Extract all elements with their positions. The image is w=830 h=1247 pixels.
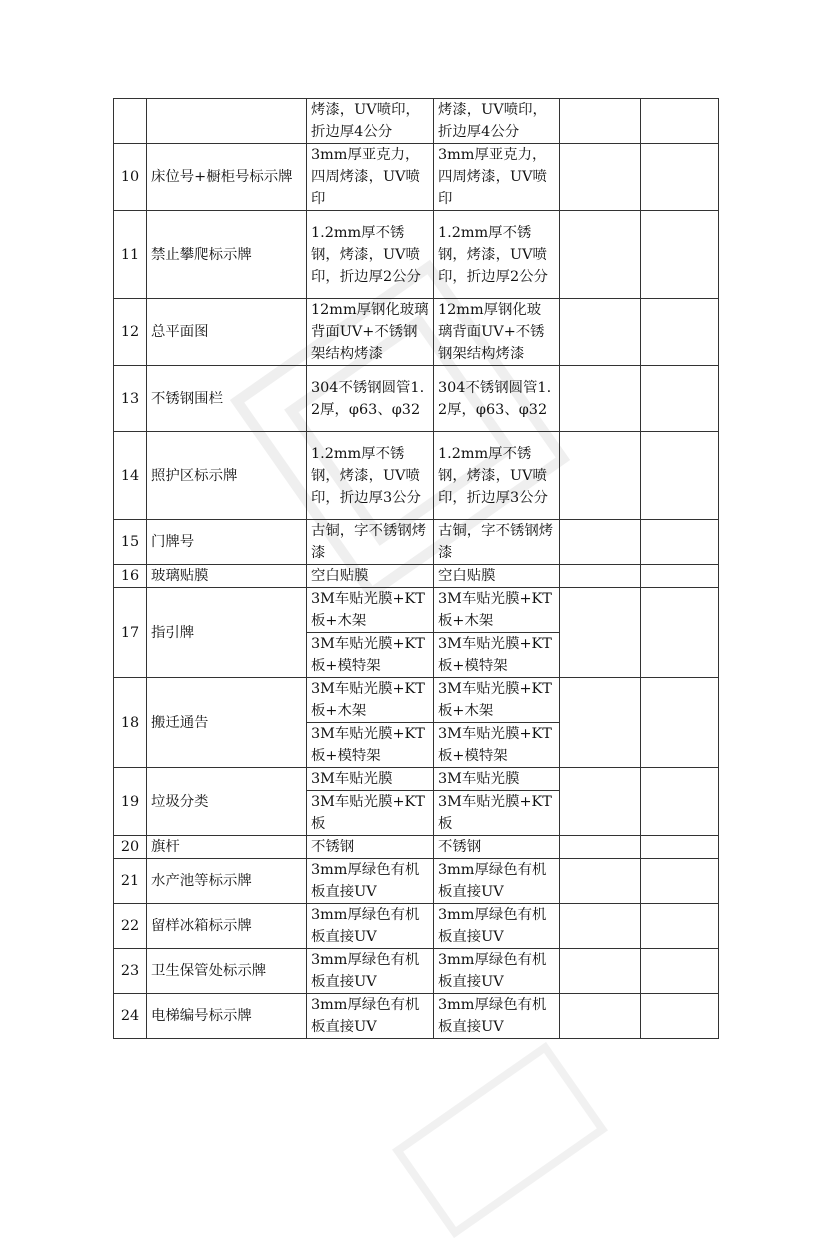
item-name: 总平面图 <box>147 299 307 366</box>
empty-cell <box>560 859 641 904</box>
table-row <box>114 99 719 144</box>
empty-cell <box>641 144 719 211</box>
row-number: 23 <box>114 949 147 994</box>
empty-cell <box>641 432 719 520</box>
table-row <box>114 904 719 949</box>
table-row <box>114 144 719 211</box>
row-number <box>114 99 147 144</box>
empty-cell <box>641 520 719 565</box>
empty-cell <box>560 678 641 768</box>
row-number: 24 <box>114 994 147 1039</box>
item-name: 门牌号 <box>147 520 307 565</box>
material-spec-repeat: 3M车贴光膜 <box>434 768 560 791</box>
item-name: 搬迁通告 <box>147 678 307 768</box>
material-spec: 3mm厚绿色有机板直接UV <box>307 859 434 904</box>
material-spec-repeat: 3M车贴光膜+KT板+木架 <box>434 588 560 633</box>
empty-cell <box>560 949 641 994</box>
table-row <box>114 520 719 565</box>
material-spec-repeat: 3mm厚亚克力，四周烤漆，UV喷印 <box>434 144 560 211</box>
item-name: 卫生保管处标示牌 <box>147 949 307 994</box>
empty-cell <box>560 144 641 211</box>
empty-cell <box>641 299 719 366</box>
material-spec: 1.2mm厚不锈钢，烤漆，UV喷印，折边厚3公分 <box>307 432 434 520</box>
material-spec-repeat: 3M车贴光膜+KT板+模特架 <box>434 723 560 768</box>
row-number: 14 <box>114 432 147 520</box>
row-number: 17 <box>114 588 147 678</box>
material-spec-repeat: 3mm厚绿色有机板直接UV <box>434 859 560 904</box>
item-name: 水产池等标示牌 <box>147 859 307 904</box>
material-spec: 304不锈钢圆管1.2厚，φ63、φ32 <box>307 366 434 432</box>
empty-cell <box>560 565 641 588</box>
material-spec: 烤漆，UV喷印，折边厚4公分 <box>307 99 434 144</box>
row-number: 12 <box>114 299 147 366</box>
material-spec-repeat: 3M车贴光膜+KT板 <box>434 791 560 836</box>
material-spec-repeat: 12mm厚钢化玻璃背面UV+不锈钢架结构烤漆 <box>434 299 560 366</box>
empty-cell <box>641 859 719 904</box>
empty-cell <box>560 588 641 678</box>
empty-cell <box>560 994 641 1039</box>
empty-cell <box>560 99 641 144</box>
row-number: 11 <box>114 211 147 299</box>
empty-cell <box>641 678 719 768</box>
table-row <box>114 859 719 904</box>
empty-cell <box>641 768 719 836</box>
material-spec: 3M车贴光膜+KT板+模特架 <box>307 633 434 678</box>
empty-cell <box>641 949 719 994</box>
material-spec: 3M车贴光膜+KT板+木架 <box>307 678 434 723</box>
empty-cell <box>560 432 641 520</box>
material-spec: 不锈钢 <box>307 836 434 859</box>
material-spec: 12mm厚钢化玻璃背面UV+不锈钢架结构烤漆 <box>307 299 434 366</box>
material-spec-repeat: 古铜，字不锈钢烤漆 <box>434 520 560 565</box>
material-spec: 3mm厚绿色有机板直接UV <box>307 994 434 1039</box>
empty-cell <box>641 836 719 859</box>
material-spec-repeat: 烤漆，UV喷印，折边厚4公分 <box>434 99 560 144</box>
item-name: 禁止攀爬标示牌 <box>147 211 307 299</box>
empty-cell <box>560 836 641 859</box>
empty-cell <box>641 211 719 299</box>
item-name <box>147 99 307 144</box>
spec-table <box>113 98 719 1039</box>
material-spec: 3M车贴光膜+KT板+木架 <box>307 588 434 633</box>
watermark-logo-bottom <box>384 1033 617 1246</box>
empty-cell <box>560 299 641 366</box>
table-row <box>114 211 719 299</box>
empty-cell <box>641 366 719 432</box>
material-spec: 3M车贴光膜 <box>307 768 434 791</box>
material-spec-repeat: 3mm厚绿色有机板直接UV <box>434 949 560 994</box>
row-number: 16 <box>114 565 147 588</box>
item-name: 床位号+橱柜号标示牌 <box>147 144 307 211</box>
material-spec-repeat: 3mm厚绿色有机板直接UV <box>434 904 560 949</box>
row-number: 21 <box>114 859 147 904</box>
table-row <box>114 994 719 1039</box>
table-row <box>114 949 719 994</box>
item-name: 电梯编号标示牌 <box>147 994 307 1039</box>
empty-cell <box>560 768 641 836</box>
row-number: 10 <box>114 144 147 211</box>
material-spec: 3M车贴光膜+KT板+模特架 <box>307 723 434 768</box>
item-name: 垃圾分类 <box>147 768 307 836</box>
material-spec-repeat: 1.2mm厚不锈钢，烤漆，UV喷印，折边厚2公分 <box>434 211 560 299</box>
empty-cell <box>641 99 719 144</box>
material-spec-repeat: 空白贴膜 <box>434 565 560 588</box>
material-spec-repeat: 1.2mm厚不锈钢，烤漆，UV喷印，折边厚3公分 <box>434 432 560 520</box>
table-row <box>114 768 719 791</box>
material-spec-repeat: 3mm厚绿色有机板直接UV <box>434 994 560 1039</box>
row-number: 19 <box>114 768 147 836</box>
item-name: 照护区标示牌 <box>147 432 307 520</box>
table-row <box>114 366 719 432</box>
material-spec: 3mm厚绿色有机板直接UV <box>307 949 434 994</box>
row-number: 20 <box>114 836 147 859</box>
material-spec: 3M车贴光膜+KT板 <box>307 791 434 836</box>
item-name: 旗杆 <box>147 836 307 859</box>
empty-cell <box>641 994 719 1039</box>
empty-cell <box>560 904 641 949</box>
row-number: 15 <box>114 520 147 565</box>
empty-cell <box>560 520 641 565</box>
material-spec: 古铜，字不锈钢烤漆 <box>307 520 434 565</box>
table-row <box>114 836 719 859</box>
material-spec: 1.2mm厚不锈钢，烤漆，UV喷印，折边厚2公分 <box>307 211 434 299</box>
table-row <box>114 299 719 366</box>
row-number: 22 <box>114 904 147 949</box>
item-name: 指引牌 <box>147 588 307 678</box>
item-name: 留样冰箱标示牌 <box>147 904 307 949</box>
material-spec: 3mm厚绿色有机板直接UV <box>307 904 434 949</box>
material-spec-repeat: 304不锈钢圆管1.2厚，φ63、φ32 <box>434 366 560 432</box>
material-spec: 3mm厚亚克力，四周烤漆，UV喷印 <box>307 144 434 211</box>
item-name: 玻璃贴膜 <box>147 565 307 588</box>
empty-cell <box>641 904 719 949</box>
row-number: 13 <box>114 366 147 432</box>
table-row <box>114 588 719 633</box>
table-row <box>114 565 719 588</box>
table-row <box>114 678 719 723</box>
material-spec-repeat: 不锈钢 <box>434 836 560 859</box>
material-spec-repeat: 3M车贴光膜+KT板+模特架 <box>434 633 560 678</box>
empty-cell <box>641 565 719 588</box>
table-row <box>114 432 719 520</box>
material-spec-repeat: 3M车贴光膜+KT板+木架 <box>434 678 560 723</box>
row-number: 18 <box>114 678 147 768</box>
empty-cell <box>560 211 641 299</box>
empty-cell <box>560 366 641 432</box>
material-spec: 空白贴膜 <box>307 565 434 588</box>
item-name: 不锈钢围栏 <box>147 366 307 432</box>
empty-cell <box>641 588 719 678</box>
